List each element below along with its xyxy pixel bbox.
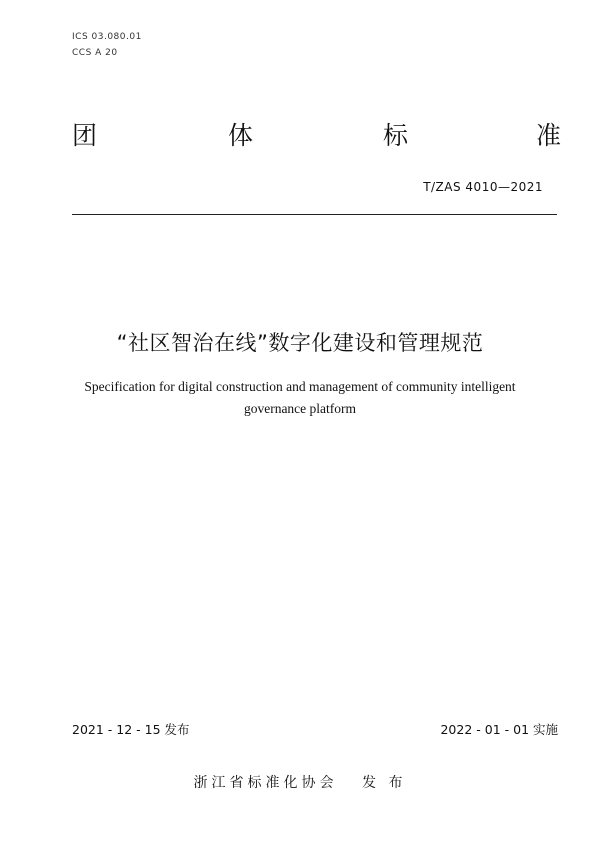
title-english <box>60 376 540 420</box>
doc-type-char: 准 <box>536 121 562 150</box>
title-chinese: “社区智治在线”数字化建设和管理规范 <box>116 331 484 355</box>
title-english-line2: governance platform <box>243 401 357 416</box>
doc-type-char: 标 <box>383 121 409 150</box>
issuer-name: 浙江省标准化协会 <box>193 775 338 791</box>
issuer-line <box>0 772 600 792</box>
standard-number: T/ZAS 4010—2021 <box>423 180 543 194</box>
issuer-action: 发 布 <box>362 775 407 791</box>
doc-type-char: 团 <box>72 121 98 150</box>
publish-date: 2021 - 12 - 15 发布 <box>72 722 190 737</box>
effective-date: 2022 - 01 - 01 实施 <box>440 722 558 737</box>
ccs-code: CCS A 20 <box>72 48 118 58</box>
classification-codes <box>72 29 142 61</box>
title-english-line1: Specification for digital construction and management of community intelligent <box>84 379 516 394</box>
header-divider <box>72 214 557 215</box>
doc-type-char: 体 <box>228 121 254 150</box>
ics-code: ICS 03.080.01 <box>72 32 142 42</box>
